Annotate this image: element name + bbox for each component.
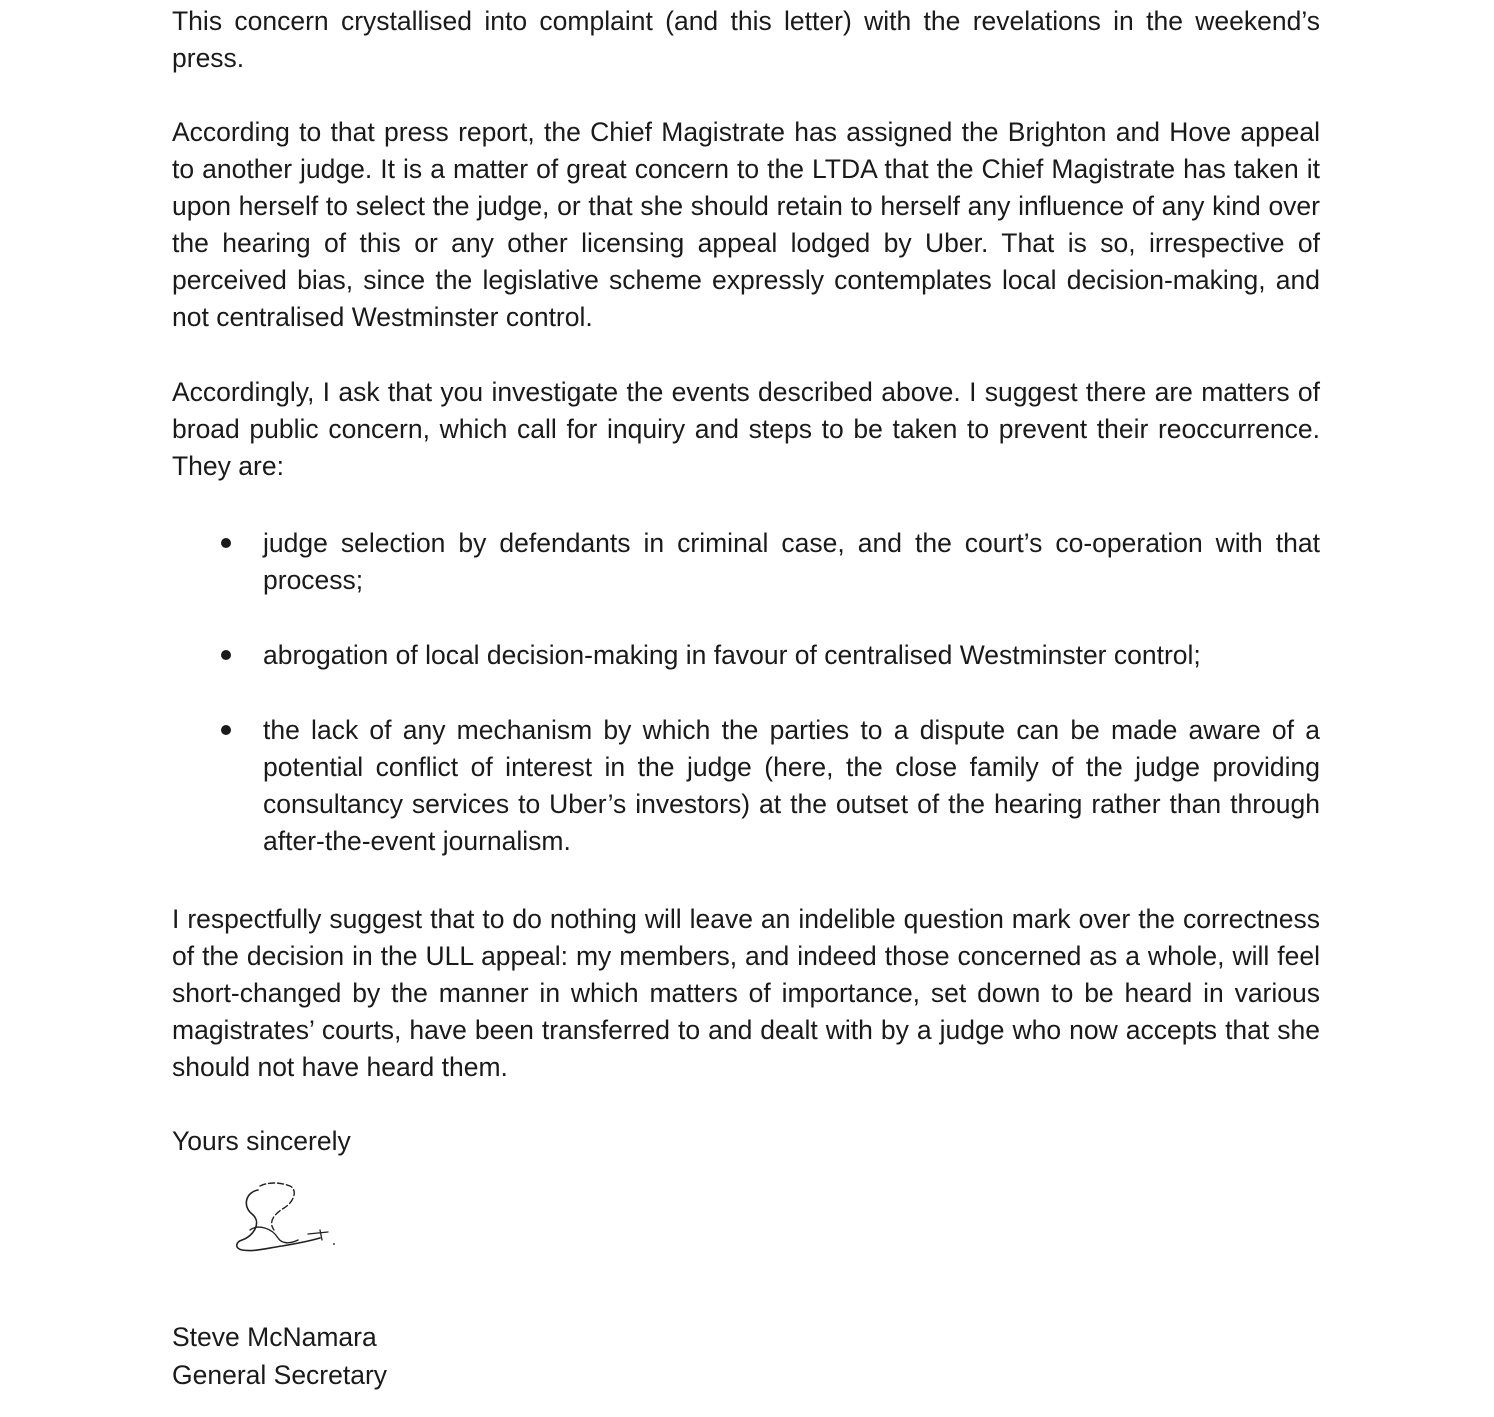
list-item xyxy=(172,637,1320,674)
paragraph-press-revelations: This concern crystallised into complaint (and this letter) with the revelations in the weekend’s press. xyxy=(172,6,1320,73)
handwritten-signature xyxy=(228,1178,348,1258)
list-item xyxy=(172,712,1320,860)
bullet-icon xyxy=(221,725,231,735)
concerns-list xyxy=(172,525,1320,860)
paragraph-chief-magistrate: According to that press report, the Chief Magistrate has assigned the Brighton and Hove appeal to another judge. It is a matter of great concern to the LTDA that the Chief Magistrate has taken it upon herself to select the judge, or that she should retain to herself any influence of any kind over the hearing of this or any other licensing appeal lodged by Uber. That is so, irrespective of perceived bias, since the legislative scheme expressly contemplates local decision-making, and not centralised Westminster control. xyxy=(172,117,1320,332)
list-item-text: abrogation of local decision-making in favour of centralised Westminster control; xyxy=(263,640,1201,670)
list-item xyxy=(172,525,1320,599)
bullet-icon xyxy=(221,650,231,660)
closing-salutation: Yours sincerely xyxy=(172,1126,351,1156)
paragraph-investigation-request: Accordingly, I ask that you investigate the events described above. I suggest there are matters of broad public concern, which call for inquiry and steps to be taken to prevent their reoccurrence. They are: xyxy=(172,377,1320,481)
signatory-name: Steve McNamara xyxy=(172,1322,377,1352)
list-item-text: the lack of any mechanism by which the parties to a dispute can be made aware of a potential conflict of interest in the judge (here, the close family of the judge providing consultancy services to Uber’s investors) at the outset of the hearing rather than through after-the-event journalism. xyxy=(263,715,1320,856)
paragraph-conclusion: I respectfully suggest that to do nothing will leave an indelible question mark over the correctness of the decision in the ULL appeal: my members, and indeed those concerned as a whole, will feel short-changed by the manner in which matters of importance, set down to be heard in various magistrates’ courts, have been transferred to and dealt with by a judge who now accepts that she should not have heard them. xyxy=(172,904,1320,1082)
list-item-text: judge selection by defendants in criminal case, and the court’s co-operation with that process; xyxy=(263,528,1320,595)
bullet-icon xyxy=(221,538,231,548)
signatory-title: General Secretary xyxy=(172,1360,388,1390)
